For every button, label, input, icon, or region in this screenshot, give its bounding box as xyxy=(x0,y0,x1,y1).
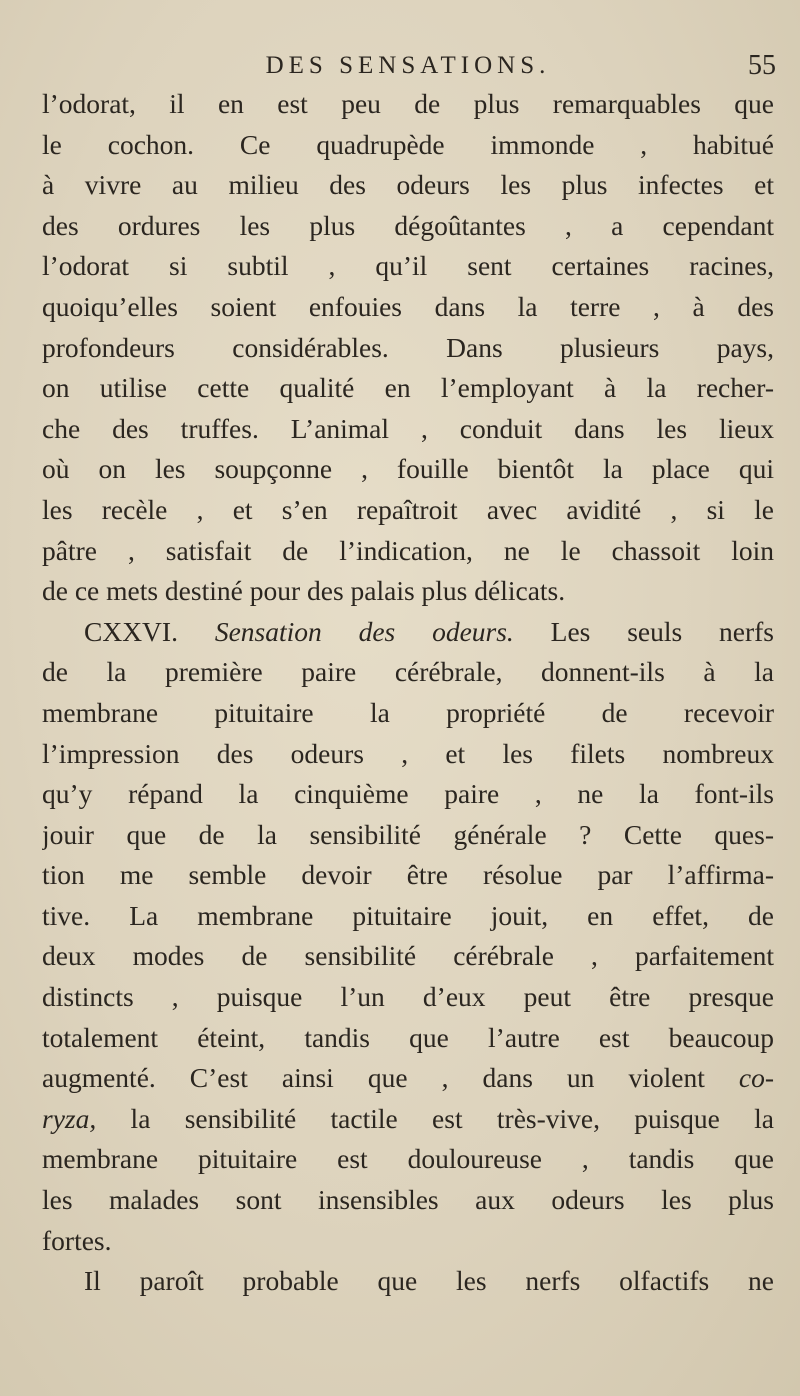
text-line: tion me semble devoir être résolue par l’affirma- xyxy=(42,859,774,891)
text-line: quoiqu’elles soient enfouies dans la terre , à des xyxy=(42,290,774,322)
text-line: des ordures les plus dégoûtantes , a cependant xyxy=(42,209,774,241)
running-title: DES SENSATIONS. xyxy=(265,52,551,79)
text-line: les recèle , et s’en repaîtroit avec avidité , si le xyxy=(42,493,774,525)
text-line: l’odorat si subtil , qu’il sent certaines racines, xyxy=(42,250,774,282)
text-line xyxy=(42,1058,774,1099)
text-line: Il paroît probable que les nerfs olfactifs ne xyxy=(84,1265,774,1297)
text-line: che des truffes. L’animal , conduit dans les lieux xyxy=(42,412,774,444)
text-line: les malades sont insensibles aux odeurs les plus xyxy=(42,1184,774,1216)
text-line: profondeurs considérables. Dans plusieurs pays, xyxy=(42,331,774,363)
text-line: l’odorat, il en est peu de plus remarquables que xyxy=(42,88,774,119)
text-segment: la sensibilité tactile est très-vive, puisque la xyxy=(96,1102,774,1134)
text-line: totalement éteint, tandis que l’autre est beaucoup xyxy=(42,1021,774,1053)
text-line: de la première paire cérébrale, donnent-ils à la xyxy=(42,656,774,688)
page-number: 55 xyxy=(748,50,776,81)
text-line: tive. La membrane pituitaire jouit, en effet, de xyxy=(42,899,774,931)
text-line: l’impression des odeurs , et les filets nombreux xyxy=(42,737,774,769)
text-segment: augmenté. C’est ainsi que , dans un violent xyxy=(42,1062,705,1094)
text-line: on utilise cette qualité en l’employant à la recher- xyxy=(42,372,774,404)
text-line: à vivre au milieu des odeurs les plus infectes et xyxy=(42,169,774,201)
italic-word: co- xyxy=(738,1062,774,1094)
section-text: Les seuls nerfs xyxy=(550,615,774,647)
text-line: distincts , puisque l’un d’eux peut être presque xyxy=(42,981,774,1013)
text-line: membrane pituitaire est douloureuse , tandis que xyxy=(42,1143,774,1175)
text-line: deux modes de sensibilité cérébrale , parfaitement xyxy=(42,940,774,972)
section-heading-line xyxy=(42,612,774,653)
text-line: qu’y répand la cinquième paire , ne la font-ils xyxy=(42,778,774,810)
text-line: où on les soupçonne , fouille bientôt la place qui xyxy=(42,453,774,485)
text-line: fortes. xyxy=(42,1224,112,1256)
section-title: Sensation des odeurs. xyxy=(214,615,514,647)
text-line: pâtre , satisfait de l’indication, ne le chassoit loin xyxy=(42,534,774,566)
text-line: membrane pituitaire la propriété de recevoir xyxy=(42,696,774,728)
section-number: CXXVI. xyxy=(84,615,178,647)
body-text xyxy=(42,84,774,1302)
text-line: jouir que de la sensibilité générale ? Cette ques- xyxy=(42,818,774,850)
text-line xyxy=(42,1099,774,1140)
text-line: le cochon. Ce quadrupède immonde , habitué xyxy=(42,128,774,160)
text-line: de ce mets destiné pour des palais plus délicats. xyxy=(42,575,566,607)
italic-word: ryza, xyxy=(42,1102,97,1134)
